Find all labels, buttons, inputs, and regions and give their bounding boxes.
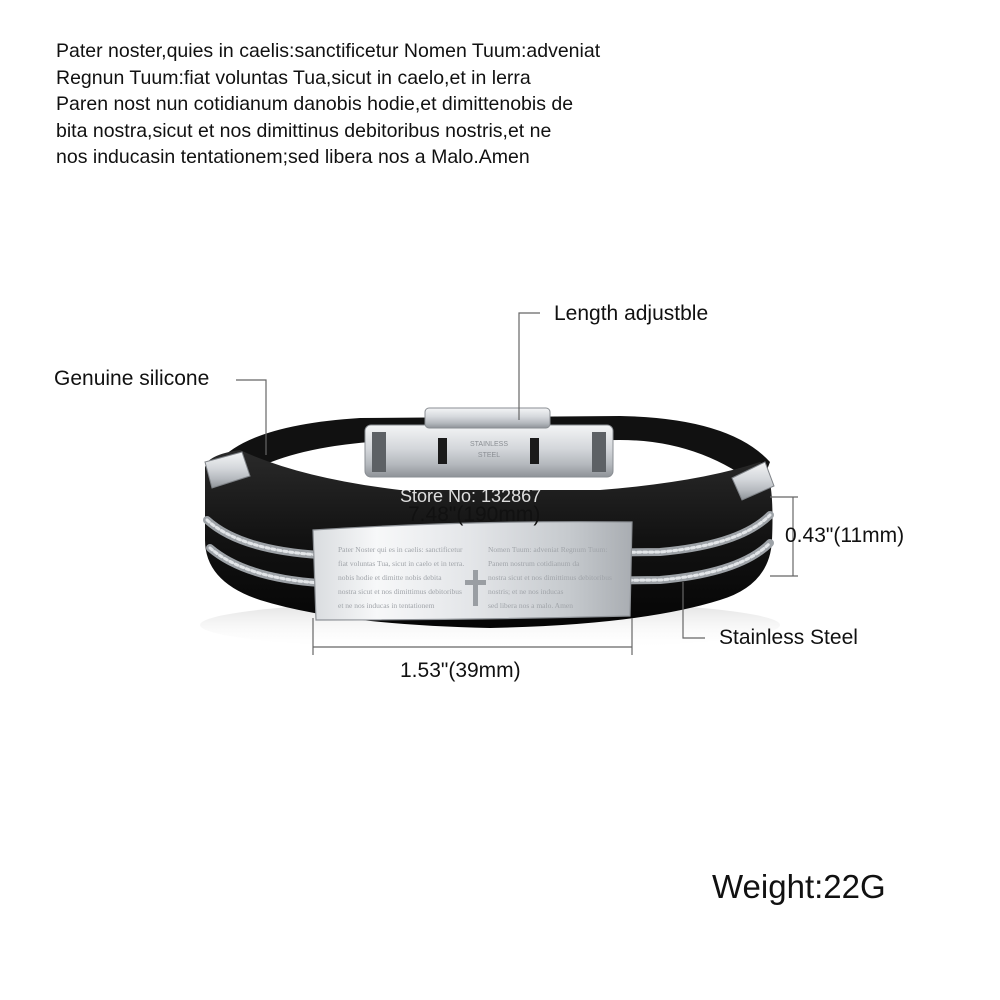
prayer-line: Pater noster,quies in caelis:sanctificetur Nomen Tuum:adveniat: [56, 40, 601, 62]
prayer-line: bita nostra,sicut et nos dimittinus debitoribus nostris,et ne: [56, 119, 552, 142]
prayer-line: Regnun Tuum:fiat voluntas Tua,sicut in caelo,et in lerra: [56, 66, 531, 89]
plate-engraving: Panem nostrum cotidianum da: [488, 559, 580, 568]
clasp-engraving: STAINLESS: [470, 441, 508, 448]
circumference-label: 7.48"(190mm): [408, 503, 541, 526]
prayer-line: Paren nost nun cotidianum danobis hodie,et dimittenobis de: [56, 93, 574, 115]
plate-engraving: nostris; et ne nos inducas: [488, 587, 564, 596]
clasp-engraving: STEEL: [477, 452, 501, 459]
plate-engraving: nostra sicut et nos dimittimus debitoribus: [488, 573, 612, 582]
plate-engraving: et ne nos inducas in tentationem: [338, 601, 435, 610]
weight-label: Weight:22G: [712, 868, 886, 905]
genuine-silicone-label: Genuine silicone: [54, 367, 210, 390]
length-adjustable-leader: [519, 313, 540, 420]
plate-engraving: sed libera nos a malo. Amen: [488, 601, 573, 610]
plate-engraving: nostra sicut et nos dimittimus debitoribus: [338, 587, 462, 596]
prayer-line: nos inducasin tentationem;sed libera nos a Malo.Amen: [56, 146, 530, 168]
width-label: 0.43"(11mm): [785, 524, 905, 547]
plate-engraving: Pater Noster qui es in caelis: sanctificetur: [338, 545, 463, 554]
plate-length-label: 1.53"(39mm): [400, 659, 521, 682]
store-watermark: Store No: 132867: [400, 486, 542, 506]
id-plate: [313, 522, 632, 620]
plate-engraving: fiat voluntas Tua, sicut in caelo et in terra.: [338, 559, 465, 568]
plate-engraving: nobis hodie et dimitte nobis debita: [338, 573, 442, 582]
plate-engraving: Nomen Tuum: adveniat Regnum Tuum:: [488, 545, 608, 554]
stainless-steel-label: Stainless Steel: [719, 626, 858, 649]
length-adjustable-label: Length adjustble: [554, 302, 709, 325]
